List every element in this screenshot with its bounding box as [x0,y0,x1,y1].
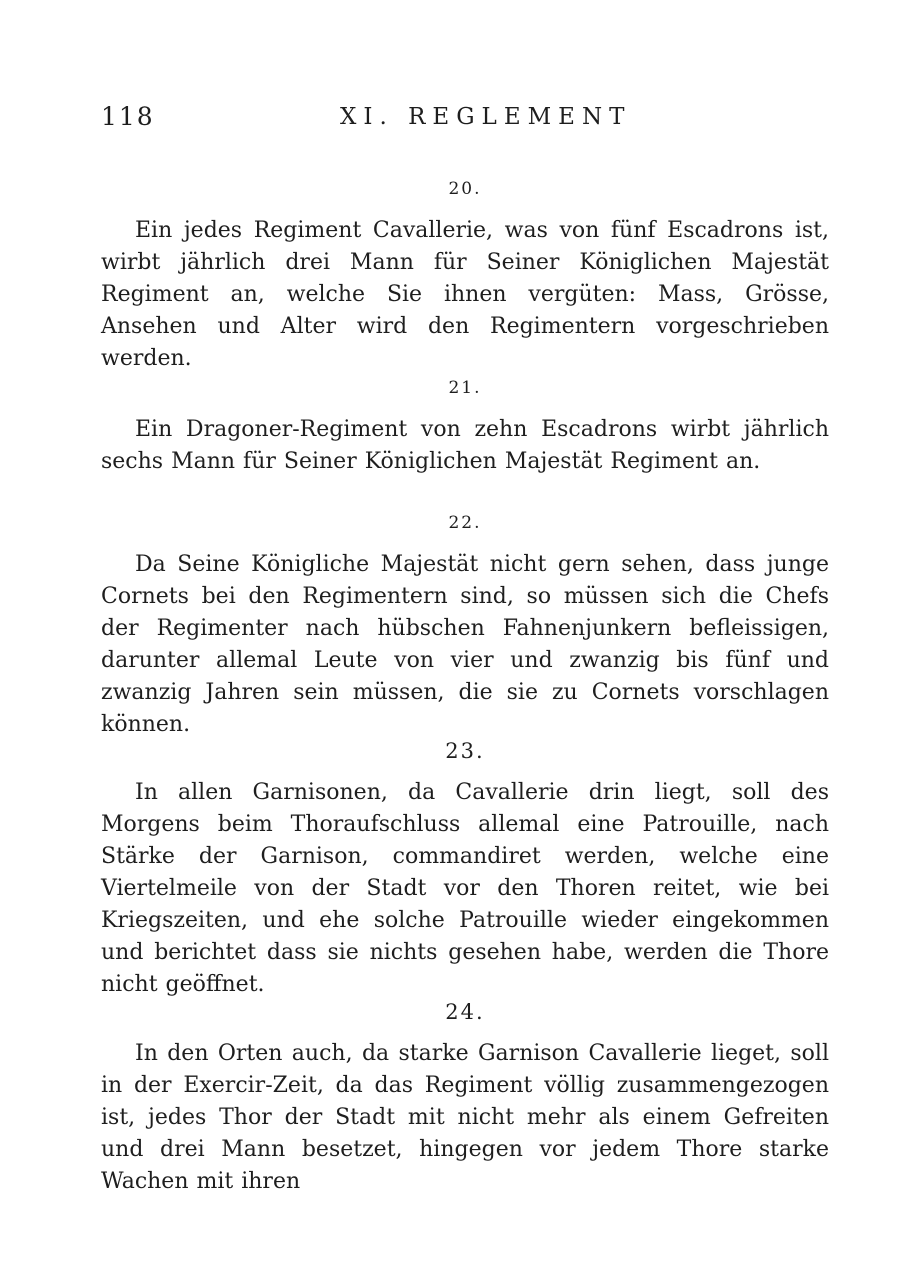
section-paragraph: In allen Garnisonen, da Cavallerie drin liegt, soll des Morgens beim Thoraufschluss allemal eine Patrouille, nach Stärke der Garnison, commandiret werden, welche eine Viertelmeile von der Stadt vor den Thoren reitet, wie bei Kriegszeiten, und ehe solche Patrouille wieder eingekommen und berichtet dass sie nichts gesehen habe, werden die Thore nicht geöffnet. [101,780,829,997]
section-number: 20. [448,179,482,199]
section-paragraph: Da Seine Königliche Majestät nicht gern sehen, dass junge Cornets bei den Regimentern sind, so müssen sich die Chefs der Regimenter nach hübschen Fahnenjunkern befleissigen, darunter allemal Leute von vier und zwanzig bis fünf und zwanzig Jahren sein müssen, die sie zu Cornets vorschlagen können. [101,552,829,737]
section-24 [101,998,829,1198]
section-paragraph: Ein jedes Regiment Cavallerie, was von fünf Escadrons ist, wirbt jährlich drei Mann für Seiner Königlichen Majestät Regiment an, welche Sie ihnen vergüten: Mass, Grösse, Ansehen und Alter wird den Regimentern vorgeschrieben werden. [101,218,829,371]
section-paragraph: Ein Dragoner-Regiment von zehn Escadrons wirbt jährlich sechs Mann für Seiner Königlichen Majestät Regiment an. [101,417,829,474]
section-22 [101,511,829,741]
section-20 [101,177,829,375]
section-21 [101,376,829,478]
section-paragraph: In den Orten auch, da starke Garnison Cavallerie lieget, soll in der Exercir-Zeit, da das Regiment völlig zusammengezogen ist, jedes Thor der Stadt mit nicht mehr als einem Gefreiten und drei Mann besetzet, hingegen vor jedem Thore starke Wachen mit ihren [101,1041,829,1194]
page-number: 118 [101,102,155,131]
running-title: XI. REGLEMENT [340,104,632,130]
section-number: 22. [448,513,482,533]
section-number: 23. [445,739,485,763]
section-number: 21. [448,378,482,398]
section-number: 24. [445,1000,485,1024]
section-23 [101,737,829,1001]
